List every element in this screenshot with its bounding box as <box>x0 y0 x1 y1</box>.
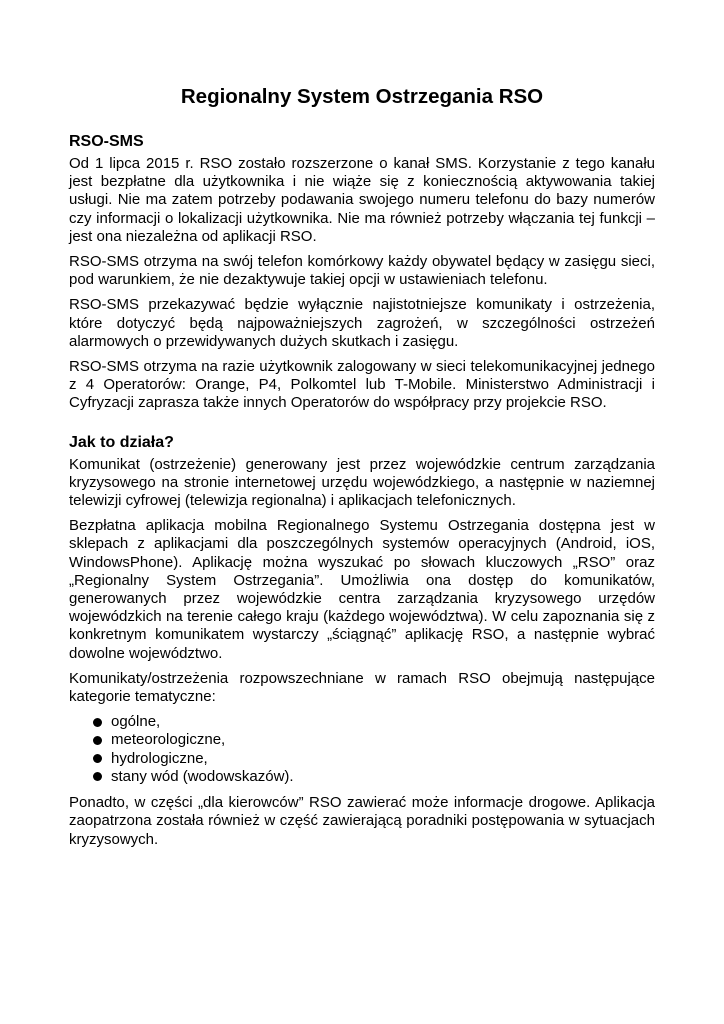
paragraph: RSO-SMS otrzyma na swój telefon komórkowy każdy obywatel będący w zasięgu sieci, pod warunkiem, że nie dezaktywuje takiej opcji w ustawieniach telefonu. <box>69 253 655 289</box>
paragraph: Komunikat (ostrzeżenie) generowany jest przez wojewódzkie centrum zarządzania kryzysowego na stronie internetowej urzędu wojewódzkiego, a następnie w naziemnej telewizji cyfrowej (telewizja regionalna) i aplikacjach telefonicznych. <box>69 455 655 510</box>
list-item-label: meteorologiczne, <box>111 731 226 749</box>
paragraph: Od 1 lipca 2015 r. RSO zostało rozszerzone o kanał SMS. Korzystanie z tego kanału jest bezpłatne dla użytkownika i nie wiąże się z koniecznością aktywowania takiej usługi. Nie ma zatem potrzeby podawania swojego numeru telefonu do bazy numerów czy informacji o lokalizacji użytkownika. Nie ma również potrzeby włączania tej funkcji – jest ona niezależna od aplikacji RSO. <box>69 155 655 245</box>
section-heading-rso-sms: RSO-SMS <box>69 133 144 150</box>
list-item <box>93 750 655 768</box>
bullet-icon <box>93 718 102 727</box>
paragraph: Ponadto, w części „dla kierowców” RSO zawierać może informacje drogowe. Aplikacja zaopatrzona została również w część zawierającą poradniki postępowania w sytuacjach kryzysowych. <box>69 794 655 848</box>
list-item-label: ogólne, <box>111 713 161 731</box>
paragraph: Bezpłatna aplikacja mobilna Regionalnego Systemu Ostrzegania dostępna jest w sklepach z aplikacjami dla poszczególnych systemów operacyjnych (Android, iOS, WindowsPhone). Aplikację można wyszukać po słowach kluczowych „RSO” oraz „Regionalny System Ostrzegania”. Umożliwia ona dostęp do komunikatów, generowanych przez wojewódzkie centra zarządzania kryzysowego urzędów wojewódzkich na terenie całego kraju (każdego województwa). W celu zapoznania się z konkretnym komunikatem wystarczy „ściągnąć” aplikację RSO, a następnie wybrać dowolne województwo. <box>69 517 655 662</box>
paragraph: RSO-SMS przekazywać będzie wyłącznie najistotniejsze komunikaty i ostrzeżenia, które dotyczyć będą najpoważniejszych zagrożeń, w szczególności ostrzeżeń alarmowych o przewidywanych dużych skutkach i zasięgu. <box>69 296 655 350</box>
list-item <box>93 731 655 749</box>
document-title: Regionalny System Ostrzegania RSO <box>180 85 544 108</box>
bullet-icon <box>93 772 102 781</box>
paragraph: Komunikaty/ostrzeżenia rozpowszechniane w ramach RSO obejmują następujące kategorie tematyczne: <box>69 669 655 706</box>
bullet-icon <box>93 736 102 745</box>
section-heading-jak-to-dziala: Jak to działa? <box>69 433 174 451</box>
document-page <box>69 84 655 856</box>
list-item-label: stany wód (wodowskazów). <box>111 767 294 785</box>
category-list <box>69 713 655 786</box>
list-item <box>93 713 655 731</box>
paragraph: RSO-SMS otrzyma na razie użytkownik zalogowany w sieci telekomunikacyjnej jednego z 4 Operatorów: Orange, P4, Polkomtel lub T-Mobile. Ministerstwo Administracji i Cyfryzacji zaprasza także innych Operatorów do współpracy przy projekcie RSO. <box>69 358 655 412</box>
list-item-label: hydrologiczne, <box>111 749 208 767</box>
list-item <box>93 768 655 786</box>
bullet-icon <box>93 754 102 763</box>
